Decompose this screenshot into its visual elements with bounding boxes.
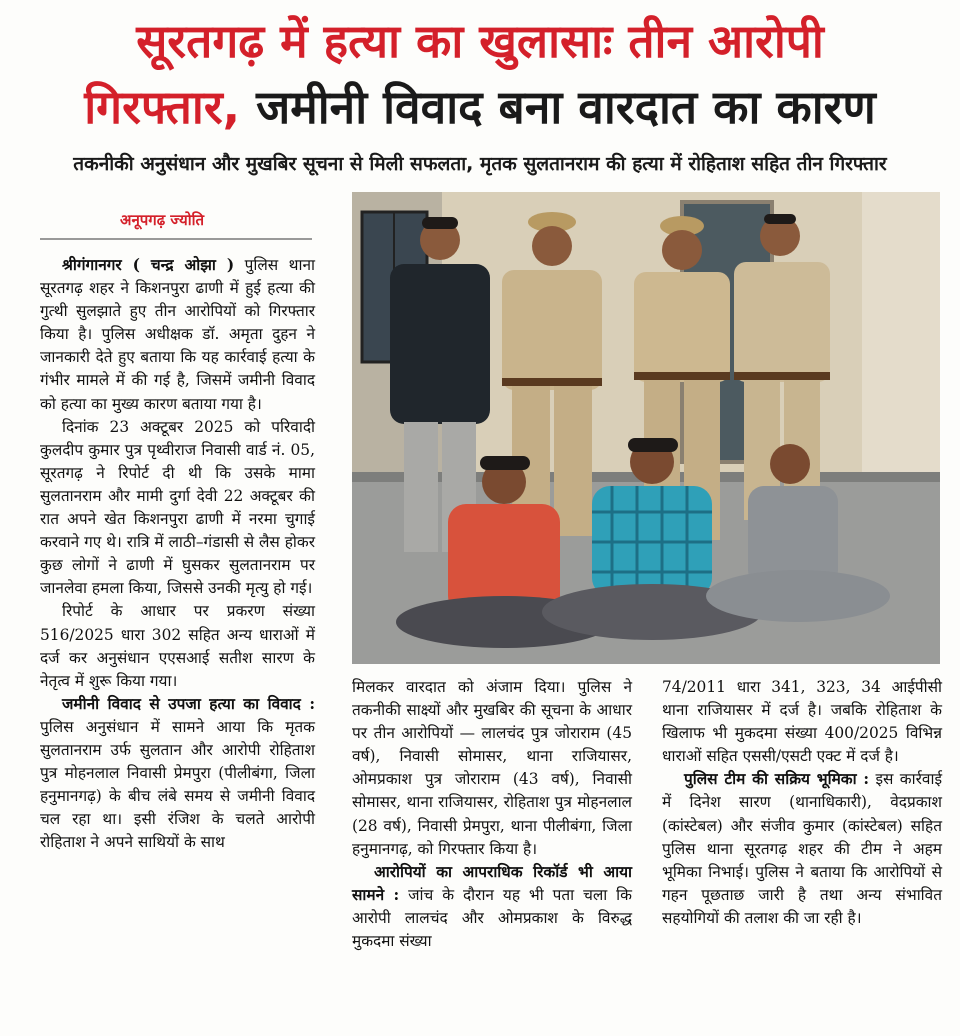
headline-red-word: गिरफ्तार, xyxy=(84,80,241,134)
byline: अनूपगढ़ ज्योति xyxy=(120,211,205,229)
article-column-3 xyxy=(662,676,942,930)
article-column-2 xyxy=(352,676,632,953)
headline-line-1: सूरतगढ़ में हत्या का खुलासाः तीन आरोपी xyxy=(136,14,824,68)
paragraph: मिलकर वारदात को अंजाम दिया। पुलिस ने तकनीकी साक्ष्यों और मुखबिर की सूचना के आधार पर तीन आरोपियों — लालचंद पुत्र जोराराम (45 वर्ष), निवासी सोमासर, थाना राजियासर, ओमप्रकाश पुत्र जोराराम (43 वर्ष), निवासी सोमासर, थाना राजियासर, रोहिताश पुत्र मोहनलाल (28 वर्ष), निवासी प्रेमपुरा, थाना पीलीबंगा, जिला हनुमानगढ़, को गिरफ्तार किया है। xyxy=(352,678,632,858)
paragraph xyxy=(40,254,315,416)
sub-headline: तकनीकी अनुसंधान और मुखबिर सूचना से मिली सफलता, मृतक सुलतानराम की हत्या में रोहिताश सहित तीन गिरफ्तार xyxy=(73,153,887,175)
paragraph: रिपोर्ट के आधार पर प्रकरण संख्या 516/2025 धारा 302 सहित अन्य धाराओं में दर्ज कर अनुसंधान एएसआई सतीश सारण के नेतृत्व में शुरू किया गया। xyxy=(40,602,315,690)
paragraph: 74/2011 धारा 341, 323, 34 आईपीसी थाना राजियासर में दर्ज है। जबकि रोहिताश के खिलाफ भी मुकदमा संख्या 400/2025 विभिन्न धाराओं सहित एससी/एसटी एक्ट में दर्ज है। xyxy=(662,678,942,766)
article-column-1 xyxy=(40,254,315,854)
paragraph-text: पुलिस अनुसंधान में सामने आया कि मृतक सुलतानराम उर्फ सुलतान और आरोपी रोहिताश पुत्र मोहनलाल निवासी प्रेमपुरा (पीलीबंगा, जिला हनुमानगढ़) के बीच लंबे समय से जमीनी विवाद चल रहा था। इसी रंजिश के चलते आरोपी रोहिताश ने अपने साथियों के साथ xyxy=(40,717,315,852)
paragraph-text: इस कार्रवाई में दिनेश सारण (थानाधिकारी), वेदप्रकाश (कांस्टेबल) और संजीव कुमार (कांस्टेबल) सहित पुलिस थाना सूरतगढ़ शहर की टीम ने अहम भूमिका निभाई। पुलिस ने बताया कि आरोपियों से गहन पूछताछ जारी है तथा अन्य संभावित सहयोगियों की तलाश की जा रही है। xyxy=(662,770,942,927)
section-subhead: जमीनी विवाद से उपजा हत्या का विवाद : xyxy=(62,694,315,713)
paragraph xyxy=(662,768,942,930)
byline-divider xyxy=(40,238,312,240)
headline-black-text: जमीनी विवाद बना वारदात का कारण xyxy=(240,80,876,134)
paragraph: दिनांक 23 अक्टूबर 2025 को परिवादी कुलदीप कुमार पुत्र पृथ्वीराज निवासी वार्ड नं. 05, सूरतगढ़ ने रिपोर्ट दी थी कि उसके मामा सुलतानराम और मामी दुर्गा देवी 22 अक्टूबर की रात अपने खेत किशनपुरा ढाणी में नरमा चुगाई करवाने गए थे। रात्रि में लाठी–गंडासी से लैस होकर कुछ लोगों ने ढाणी में घुसकर सुलतानराम पर जानलेवा हमला किया, जिससे उनकी मृत्यु हो गई। xyxy=(40,417,315,598)
paragraph xyxy=(40,693,315,855)
headline xyxy=(20,8,940,140)
dateline: श्रीगंगानगर ( चन्द्र ओझा ) xyxy=(62,256,235,274)
paragraph xyxy=(352,861,632,953)
section-subhead: पुलिस टीम की सक्रिय भूमिका : xyxy=(684,770,870,789)
news-photo xyxy=(352,192,940,664)
section-subhead: आरोपियों का आपराधिक रिकॉर्ड भी आया सामने : xyxy=(352,862,632,904)
headline-line-2 xyxy=(20,74,940,140)
paragraph-text: पुलिस थाना सूरतगढ़ शहर ने किशनपुरा ढाणी में हुई हत्या की गुत्थी सुलझाते हुए तीन आरोपियों को गिरफ्तार किया है। पुलिस अधीक्षक डॉ. अमृता दुहन ने जानकारी देते हुए बताया कि यह कार्रवाई हत्या के गंभीर मामले में की गई है, जिसमें जमीनी विवाद को हत्या का मुख्य कारण बताया गया है। xyxy=(40,256,316,413)
paragraph-text: जांच के दौरान यह भी पता चला कि आरोपी लालचंद और ओमप्रकाश के विरुद्ध मुकदमा संख्या xyxy=(352,885,632,951)
photo-illustration xyxy=(352,192,940,664)
